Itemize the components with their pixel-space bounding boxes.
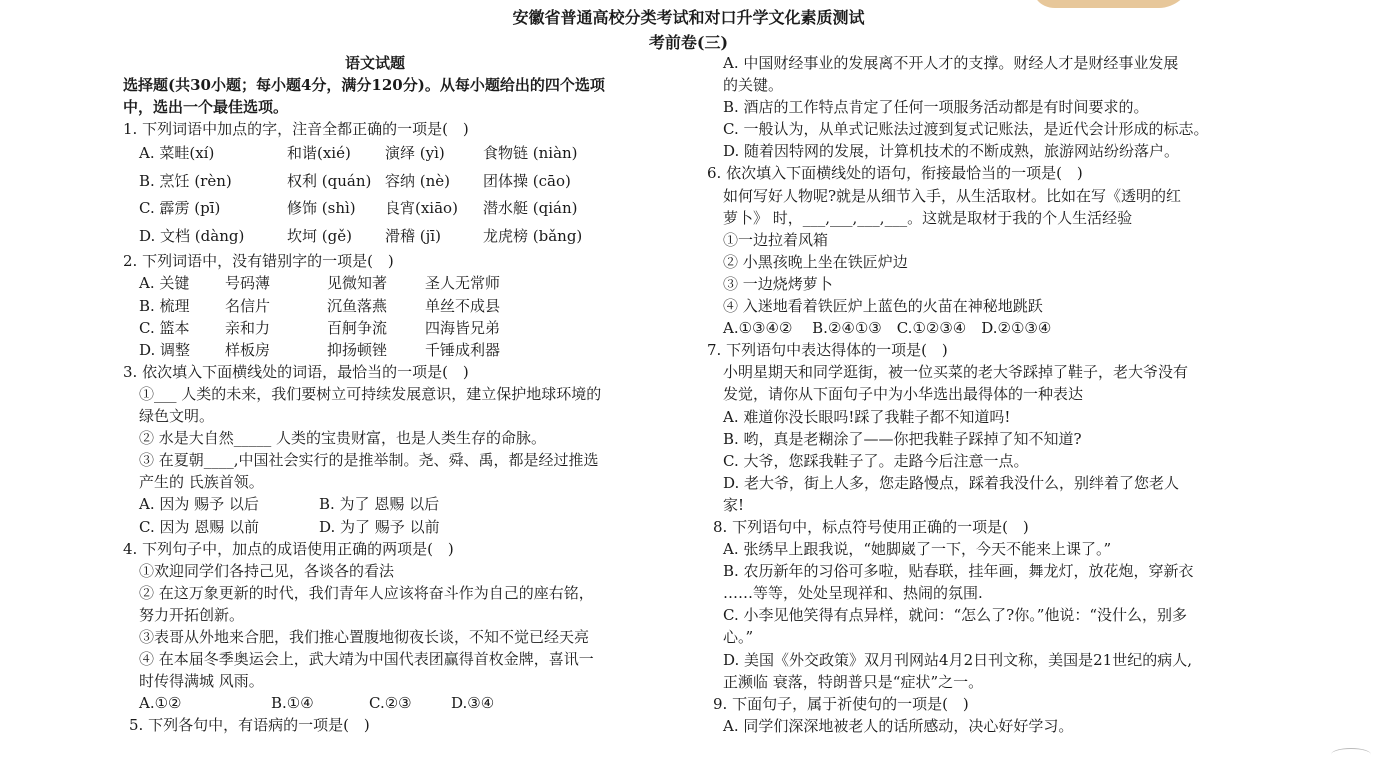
option-cell: 演绎 (yì)	[385, 144, 445, 163]
instructions-line: 选择题(共30小题；每小题4分，满分120分)。从每小题给出的四个选项	[123, 76, 605, 95]
question-text: C. 大爷，您踩我鞋子了。走路今后注意一点。	[723, 451, 1029, 470]
question-text: A. 同学们深深地被老人的话所感动，决心好好学习。	[723, 716, 1074, 735]
question-text: ①欢迎同学们各持己见，各谈各的看法	[139, 561, 395, 580]
question-text: 正濒临 衰落，特朗普只是“症状”之一。	[723, 672, 984, 691]
exam-subtitle: 考前卷(三)	[648, 33, 729, 52]
question-2-options	[123, 272, 683, 360]
option-cell: B.①④	[271, 694, 314, 713]
question-text: ①一边拉着风箱	[723, 230, 829, 249]
section-title: 语文试题	[345, 54, 406, 72]
question-text: ①___ 人类的未来，我们要树立可持续发展意识，建立保护地球环境的	[139, 384, 602, 403]
option-cell: 百舸争流	[327, 318, 388, 337]
option-cell: C. 篮本	[139, 318, 190, 337]
option-row	[123, 516, 683, 538]
option-cell: 和谐(xié)	[287, 144, 351, 163]
exam-title: 安徽省普通高校分类考试和对口升学文化素质测试	[512, 8, 865, 27]
question-text: 萝卜》 时，___,___,___,___。这就是取材于我的个人生活经验	[723, 208, 1133, 227]
question-stem: 2. 下列词语中，没有错别字的一项是( )	[123, 252, 394, 271]
option-cell: 四海皆兄弟	[425, 318, 501, 337]
option-cell: 样板房	[225, 340, 271, 359]
question-text: A. 张绣早上跟我说，“她脚崴了一下，今天不能来上课了。”	[723, 540, 1112, 559]
option-cell: 团体操 (cāo)	[483, 171, 571, 190]
option-cell: 千锤成利器	[425, 340, 501, 359]
question-text: 心。”	[723, 628, 754, 647]
option-cell: B. 梳理	[139, 296, 190, 315]
option-cell: A. 关键	[139, 274, 190, 293]
option-cell: 修饰 (shì)	[287, 199, 356, 218]
option-cell: A. 因为 赐予 以后	[139, 495, 259, 514]
option-cell: 滑稽 (jī)	[385, 226, 441, 245]
option-row	[123, 195, 683, 223]
option-cell: C.②③	[369, 694, 412, 713]
option-cell: B. 为了 恩赐 以后	[319, 495, 440, 514]
option-cell: A. 菜畦(xí)	[139, 144, 215, 163]
option-cell: 龙虎榜 (bǎng)	[483, 226, 583, 245]
option-row	[123, 295, 683, 317]
question-text: B. 哟，真是老糊涂了——你把我鞋子踩掉了知不知道?	[723, 429, 1082, 448]
option-cell: 潜水艇 (qián)	[483, 199, 578, 218]
option-cell: 食物链 (niàn)	[483, 144, 578, 163]
question-text: ③ 一边烧烤萝卜	[723, 274, 833, 293]
question-text: A. 中国财经事业的发展离不开人才的支撑。财经人才是财经事业发展	[723, 54, 1179, 72]
question-text: B. 酒店的工作特点肯定了任何一项服务活动都是有时间要求的。	[723, 98, 1149, 117]
option-cell: 亲和力	[225, 318, 271, 337]
question-text: ③ 在夏朝____,中国社会实行的是推举制。尧、舜、禹，都是经过推选	[139, 451, 599, 470]
option-cell: D. 为了 赐予 以前	[319, 517, 440, 536]
question-text: D. 老大爷，街上人多，您走路慢点，踩着我没什么，别绊着了您老人	[723, 473, 1180, 492]
question-stem: 7. 下列语句中表达得体的一项是( )	[707, 341, 948, 360]
question-stem: 3. 依次填入下面横线处的词语，最恰当的一项是( )	[123, 362, 469, 381]
option-cell: B. 烹饪 (rèn)	[139, 171, 232, 190]
option-row	[123, 223, 683, 251]
question-1-options	[123, 140, 683, 250]
option-row	[123, 692, 683, 714]
option-cell: C. 霹雳 (pī)	[139, 199, 221, 218]
option-cell: 单丝不成县	[425, 296, 501, 315]
question-text: 努力开拓创新。	[139, 605, 245, 624]
option-cell: 抑扬顿锉	[327, 340, 388, 359]
question-text: A. 难道你没长眼吗!踩了我鞋子都不知道吗!	[723, 407, 1011, 426]
question-text: 小明星期天和同学逛街，被一位买菜的老大爷踩掉了鞋子，老大爷没有	[723, 363, 1189, 382]
question-text: 的关键。	[723, 76, 784, 95]
question-text: ④ 在本届冬季奥运会上，武大靖为中国代表团赢得首枚金牌，喜讯一	[139, 650, 594, 669]
question-text: C. 小李见他笑得有点异样，就问：“怎么了?你。”他说：“没什么，别多	[723, 606, 1188, 625]
question-text: 时传得满城 风雨。	[139, 672, 264, 691]
option-cell: 圣人无常师	[425, 274, 501, 293]
question-text: 绿色文明。	[139, 407, 215, 426]
question-text: D. 随着因特网的发展，计算机技术的不断成熟，旅游网站纷纷落户。	[723, 142, 1180, 161]
question-stem: 8. 下列语句中，标点符号使用正确的一项是( )	[713, 517, 1029, 536]
question-text: B. 农历新年的习俗可多啦，贴春联，挂年画，舞龙灯，放花炮，穿新衣	[723, 562, 1194, 581]
question-text: 如何写好人物呢?就是从细节入手，从生活取材。比如在写《透明的红	[723, 186, 1182, 205]
left-column	[123, 52, 683, 736]
option-row	[123, 493, 683, 515]
option-cell: 名信片	[225, 296, 271, 315]
question-text: ② 水是大自然_____ 人类的宝贵财富，也是人类生存的命脉。	[139, 429, 547, 448]
instructions-line: 中，选出一个最佳选项。	[123, 98, 289, 117]
question-text: 产生的 氏族首领。	[139, 473, 264, 492]
question-3-options	[123, 493, 683, 537]
question-text: 发觉，请你从下面句子中为小华选出最得体的一种表达	[723, 385, 1084, 404]
option-cell: D. 文档 (dàng)	[139, 226, 245, 245]
option-cell: 号码薄	[225, 274, 271, 293]
option-row	[123, 339, 683, 361]
question-text: C. 一般认为，从单式记账法过渡到复式记账法，是近代会计形成的标志。	[723, 120, 1209, 139]
right-column	[707, 52, 1277, 737]
option-row	[123, 168, 683, 196]
option-cell: D.③④	[451, 694, 495, 713]
question-text: ④ 入迷地看着铁匠炉上蓝色的火苗在神秘地跳跃	[723, 297, 1043, 316]
question-text: A.①③④② B.②④①③ C.①②③④ D.②①③④	[723, 319, 1052, 338]
question-stem: 6. 依次填入下面横线处的语句，衔接最恰当的一项是( )	[707, 164, 1083, 183]
option-cell: 容纳 (nè)	[385, 171, 451, 190]
question-text: 家!	[723, 495, 745, 514]
option-row	[123, 317, 683, 339]
question-stem: 9. 下面句子，属于祈使句的一项是( )	[713, 694, 969, 713]
question-text: D. 美国《外交政策》双月刊网站4月2日刊文称，美国是21世纪的病人,	[723, 650, 1192, 669]
question-4-options	[123, 692, 683, 714]
option-cell: C. 因为 恩赐 以前	[139, 517, 260, 536]
question-text: ② 在这万象更新的时代，我们青年人应该将奋斗作为自己的座右铭，	[139, 583, 594, 602]
question-stem: 4. 下列句子中，加点的成语使用正确的两项是( )	[123, 539, 454, 558]
option-cell: 见微知著	[327, 274, 388, 293]
option-cell: 坎坷 (gě)	[287, 226, 352, 245]
question-stem: 1. 下列词语中加点的字，注音全都正确的一项是( )	[123, 120, 469, 139]
option-cell: D. 调整	[139, 340, 191, 359]
question-text: ② 小黑孩晚上坐在铁匠炉边	[723, 252, 908, 271]
option-row	[123, 140, 683, 168]
question-text: ③表哥从外地来合肥，我们推心置腹地彻夜长谈，不知不觉已经天亮	[139, 627, 590, 646]
question-text: ……等等，处处呈现祥和、热闹的氛围.	[723, 584, 983, 603]
option-cell: 良宵(xiāo)	[385, 199, 458, 218]
option-cell: 权利 (quán)	[287, 171, 372, 190]
option-row	[123, 272, 683, 294]
option-cell: 沉鱼落燕	[327, 296, 388, 315]
option-cell: A.①②	[139, 694, 182, 713]
question-stem: 5. 下列各句中，有语病的一项是( )	[129, 716, 370, 735]
